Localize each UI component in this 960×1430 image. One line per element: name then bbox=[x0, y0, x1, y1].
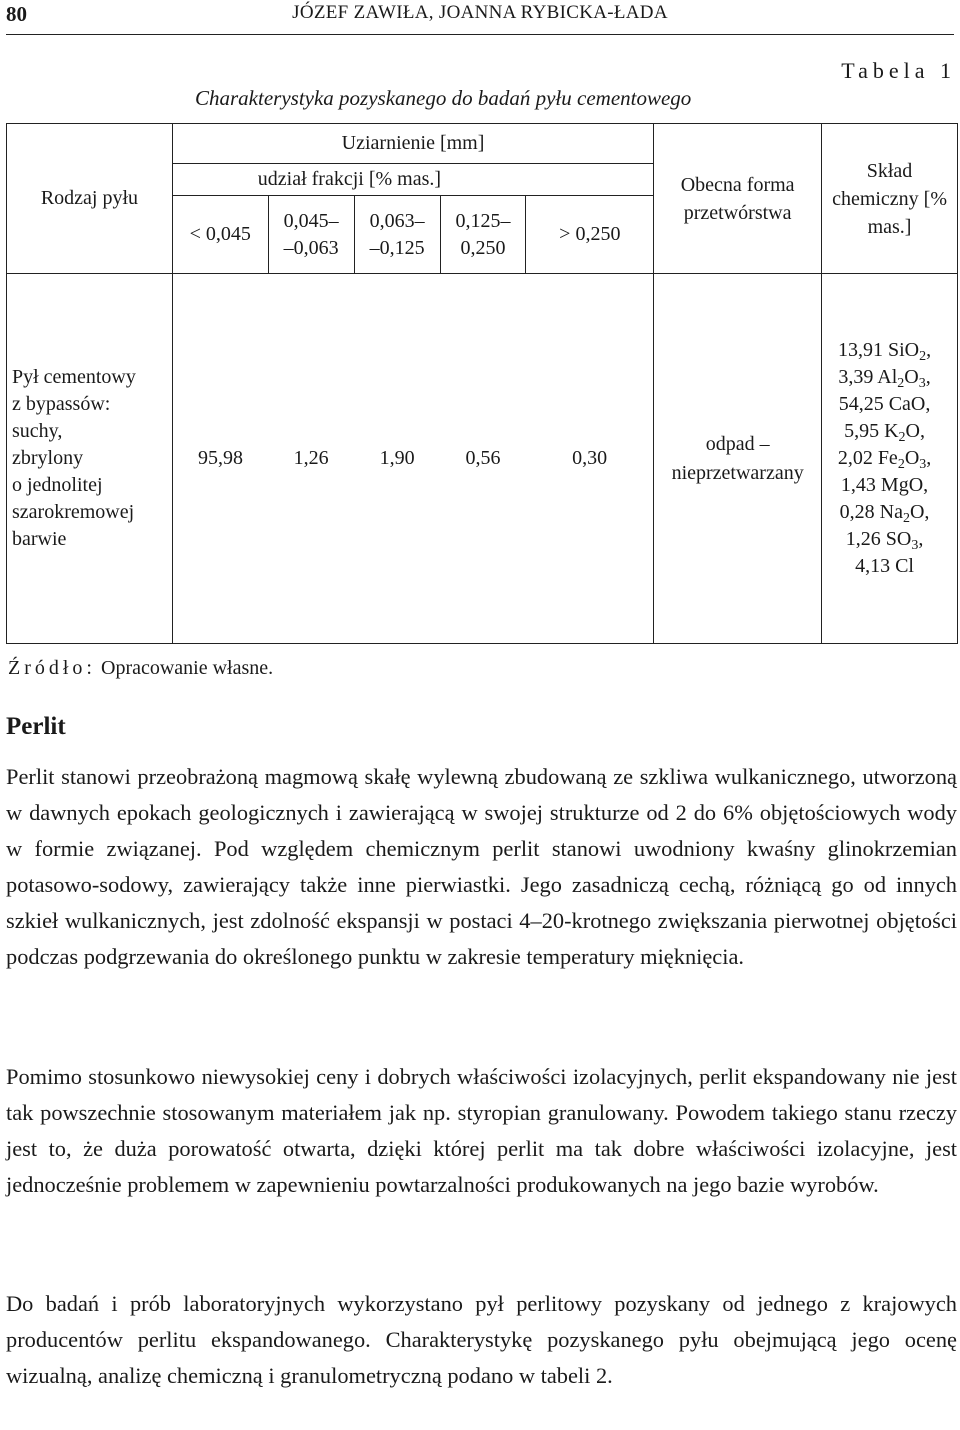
chem-line: 5,95 $K_2O$, bbox=[844, 420, 925, 445]
paragraph: Do badań i prób laboratoryjnych wykorzystano pył perlitowy pozyskany od jednego z krajowych producentów perlitu ekspandowanego. Charakterystykę pozyskanego pyłu obejmującą jego ocenę wizualną, analizę chemiczną i granulometryczną podano w tabeli 2. bbox=[6, 1291, 957, 1388]
forma-cell: odpad – nieprzetwarzany bbox=[654, 274, 822, 644]
fraction-header: 0,063– –0,125 bbox=[354, 196, 440, 274]
fraction-value: 1,90 bbox=[354, 274, 440, 644]
sklad-cell bbox=[822, 274, 958, 644]
chem-line: 54,25 CaO, bbox=[838, 393, 931, 415]
table-source: Źródło: Opracowanie własne. bbox=[8, 657, 274, 679]
table-caption: Charakterystyka pozyskanego do badań pyłu cementowego bbox=[195, 86, 692, 110]
chem-line: 0,28 $Na_2O$, bbox=[839, 501, 930, 526]
authors: JÓZEF ZAWIŁA, JOANNA RYBICKA-ŁADA bbox=[292, 2, 668, 23]
fraction-header: 0,125– 0,250 bbox=[440, 196, 526, 274]
chem-line: 2,02 $Fe_2O_3$, bbox=[837, 447, 932, 472]
paragraph: Perlit stanowi przeobrażoną magmową skałę wylewną zbudowaną ze szkliwa wulkanicznego, utworzoną w dawnych epokach geologicznych i zawierającą w swojej strukturze od 2 do 6% objętościowych wody w formie związanej. Pod względem chemicznym perlit stanowi uwodniony kwaśny glinokrzemian potasowo-sodowy, zawierający także inne pierwiastki. Jego zasadniczą cechą, różniącą go od innych szkieł wulkanicznych, jest zdolność ekspansji w postaci 4–20-krotnego zwiększania pierwotnej objętości podczas podgrzewania do określonego punktu w zakresie temperatury mięknięcia. bbox=[6, 764, 957, 969]
data-table bbox=[6, 123, 958, 644]
running-header bbox=[6, 0, 954, 32]
chem-line: 1,26 $SO_3$, bbox=[845, 528, 924, 553]
fraction-value: 1,26 bbox=[268, 274, 354, 644]
rodzaj-cell: Pył cementowy z bypassów: suchy, zbrylony o jednolitej szarokremowej barwie bbox=[7, 274, 173, 644]
header-udzial-pad bbox=[526, 164, 654, 196]
header-uziarnienie: Uziarnienie [mm] bbox=[172, 124, 653, 164]
chem-line: 1,43 MgO, bbox=[840, 474, 929, 496]
header-rodzaj: Rodzaj pyłu bbox=[7, 124, 173, 274]
fraction-header: 0,045– –0,063 bbox=[268, 196, 354, 274]
header-rule bbox=[6, 34, 954, 35]
page-number: 80 bbox=[6, 2, 27, 26]
fraction-value: 95,98 bbox=[172, 274, 268, 644]
chem-line: 4,13 Cl bbox=[855, 555, 914, 577]
fraction-header: > 0,250 bbox=[526, 196, 654, 274]
paragraph: Pomimo stosunkowo niewysokiej ceny i dobrych właściwości izolacyjnych, perlit ekspandowany nie jest tak powszechnie stosowanym materiałem jak np. styropian granulowany. Powodem takiego stanu rzeczy jest to, że duża porowatość otwarta, dzięki której perlit ma tak dobre właściwości izolacyjne, jest jednocześnie problemem w zapewnieniu powtarzalności produkowanych na jego bazie wyrobów. bbox=[6, 1064, 957, 1197]
fraction-value: 0,30 bbox=[526, 274, 654, 644]
table-label: Tabela 1 bbox=[841, 58, 956, 83]
section-title: Perlit bbox=[6, 713, 66, 740]
chem-line: 13,91 SiO$_2$, bbox=[837, 339, 932, 364]
chem-line: 3,39 $Al_2O_3$, bbox=[838, 366, 931, 391]
fraction-header: < 0,045 bbox=[172, 196, 268, 274]
fraction-value: 0,56 bbox=[440, 274, 526, 644]
header-udzial: udział frakcji [% mas.] bbox=[172, 164, 526, 196]
header-sklad: Skład chemiczny [% mas.] bbox=[822, 124, 958, 274]
header-forma: Obecna forma przetwórstwa bbox=[654, 124, 822, 274]
